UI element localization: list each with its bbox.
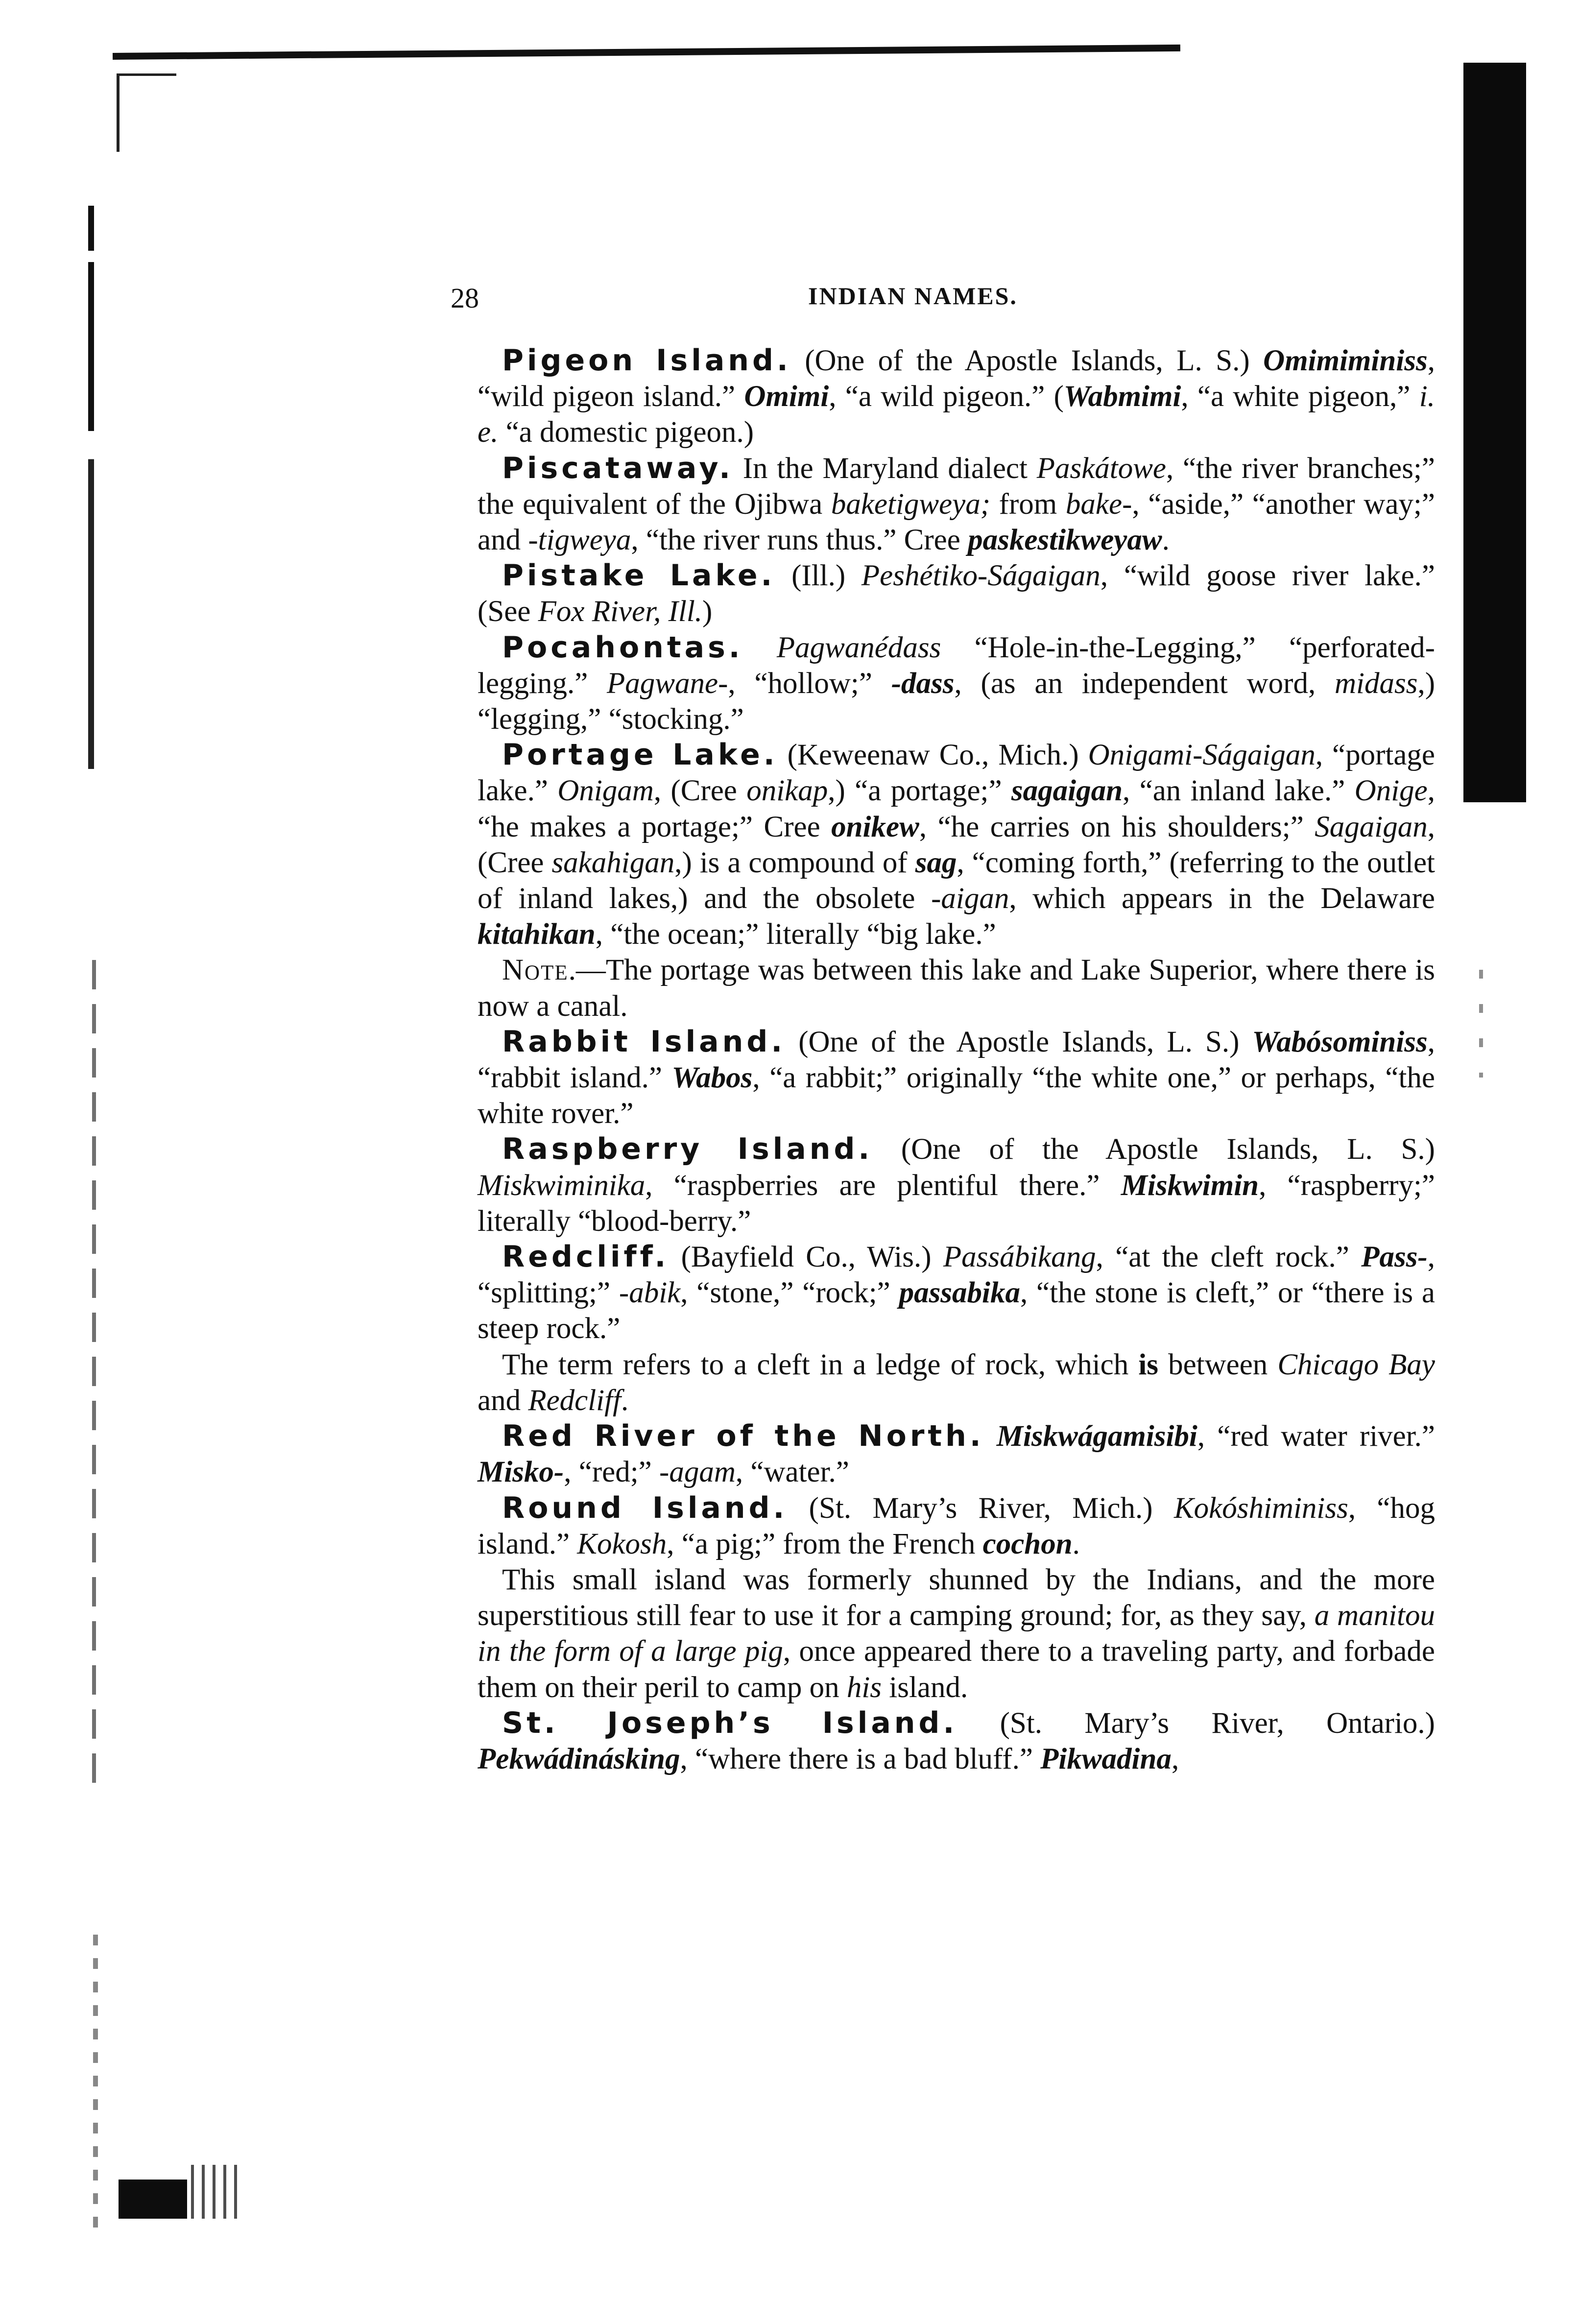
entry-definition: (Keweenaw Co., Mich.) Onigami-Ságaigan, “portage lake.” Onigam, (Cree onikap,) “a portage;” sagaigan, “an inland lake.” Onige, “he makes a portage;” Cree onikew, “he carries on his shoulders;” Sagaigan, (Cree sakahigan,) is a compound of sag, “coming forth,” (referring to the outlet of inland lakes,) and the obsolete -aigan, which appears in the Delaware kitahikan, “the ocean;” literally “big lake.” — [478, 739, 1435, 951]
entry-definition: (One of the Apostle Islands, L. S.) Miskwiminika, “raspberries are plentiful there.” Miskwimin, “raspberry;” literally “blood-berry.” — [478, 1133, 1435, 1238]
entry-headword: Piscataway. — [502, 451, 734, 485]
entry-definition: (Bayfield Co., Wis.) Passábikang, “at the cleft rock.” Pass-, “splitting;” -abik, “stone,” “rock;” passabika, “the stone is cleft,” or “there is a steep rock.” — [478, 1241, 1435, 1345]
scan-left-edge — [88, 206, 94, 769]
running-head: INDIAN NAMES. — [808, 282, 1018, 310]
scan-top-rule — [113, 45, 1180, 60]
dictionary-entry — [478, 630, 1435, 738]
scan-left-edge-bottom — [93, 1935, 98, 2238]
page-body — [478, 343, 1435, 1777]
dictionary-entry — [478, 1705, 1435, 1777]
entry-headword: Pistake Lake. — [502, 558, 776, 593]
entry-list-2 — [478, 1024, 1435, 1347]
entry-headword: Raspberry Island. — [502, 1132, 873, 1167]
entry-headword: St. Joseph’s Island. — [502, 1705, 958, 1740]
entry-headword: Portage Lake. — [502, 738, 778, 772]
dictionary-entry — [478, 1131, 1435, 1239]
dictionary-entry — [478, 451, 1435, 558]
scan-top-mark — [118, 73, 176, 76]
note-text: The portage was between this lake and Lake Superior, where there is now a canal. — [478, 954, 1435, 1023]
entry-headword: Pocahontas. — [502, 630, 743, 665]
scan-bottom-blot — [119, 2180, 187, 2219]
round-island-paragraph: This small island was formerly shunned by the Indians, and the more superstitious still fear to use it for a camping ground; for, as they say, a manitou in the form of a large pig, once appeared there to a traveling party, and forbade them on their peril to camp on his island. — [478, 1563, 1435, 1704]
scan-right-bar — [1463, 63, 1526, 802]
entry-definition: Miskwágamisibi, “red water river.” Misko-, “red;” -agam, “water.” — [478, 1420, 1435, 1489]
note-paragraph: Note.—The portage was between this lake and Lake Superior, where there is now a canal. — [478, 954, 1435, 1023]
redcliff-paragraph: The term refers to a cleft in a ledge of rock, which is between Chicago Bay and Redcliff. — [478, 1348, 1435, 1417]
entry-definition: (One of the Apostle Islands, L. S.) Wabósominiss, “rabbit island.” Wabos, “a rabbit;” originally “the white one,” or perhaps, “the white rover.” — [478, 1025, 1435, 1130]
entry-definition: In the Maryland dialect Paskátowe, “the river branches;” the equivalent of the Ojibwa baketigweya; from bake-, “aside,” “another way;” and -tigweya, “the river runs thus.” Cree paskestikweyaw. — [478, 452, 1435, 557]
entry-headword: Round Island. — [502, 1490, 788, 1525]
entry-headword: Redcliff. — [502, 1240, 670, 1274]
note-label: Note — [502, 954, 569, 987]
dictionary-entry — [478, 1239, 1435, 1347]
entry-headword: Pigeon Island. — [502, 343, 791, 378]
scan-left-edge-lower — [92, 960, 96, 1793]
entry-list — [478, 343, 1435, 952]
entry-definition: (One of the Apostle Islands, L. S.) Omimiminiss, “wild pigeon island.” Omimi, “a wild pigeon.” (Wabmimi, “a white pigeon,” i. e. “a domestic pigeon.) — [478, 344, 1435, 449]
entry-definition: Pagwanédass “Hole-in-the-Legging,” “perforated-legging.” Pagwane-, “hollow;” -dass, (as an independent word, midass,) “legging,” “stocking.” — [478, 631, 1435, 736]
entry-headword: Red River of the North. — [502, 1419, 984, 1454]
entry-definition: (St. Mary’s River, Ontario.) Pekwádinásking, “where there is a bad bluff.” Pikwadina, — [478, 1706, 1435, 1775]
entry-list-3 — [478, 1418, 1435, 1562]
scan-bottom-ticks — [191, 2165, 245, 2219]
dictionary-entry — [478, 737, 1435, 952]
entry-headword: Rabbit Island. — [502, 1024, 786, 1059]
dictionary-entry — [478, 1024, 1435, 1132]
dictionary-entry — [478, 558, 1435, 629]
dictionary-entry — [478, 343, 1435, 451]
page-header — [451, 282, 1430, 326]
scan-right-ticks — [1479, 970, 1483, 1078]
entry-list-4 — [478, 1705, 1435, 1777]
entry-definition: (St. Mary’s River, Mich.) Kokóshiminiss, “hog island.” Kokosh, “a pig;” from the French cochon. — [478, 1491, 1435, 1560]
page-number: 28 — [451, 282, 479, 314]
dictionary-entry — [478, 1418, 1435, 1490]
entry-definition: (Ill.) Peshétiko-Ságaigan, “wild goose river lake.” (See Fox River, Ill.) — [478, 559, 1435, 628]
scan-left-bracket — [117, 73, 120, 152]
dictionary-entry — [478, 1490, 1435, 1562]
